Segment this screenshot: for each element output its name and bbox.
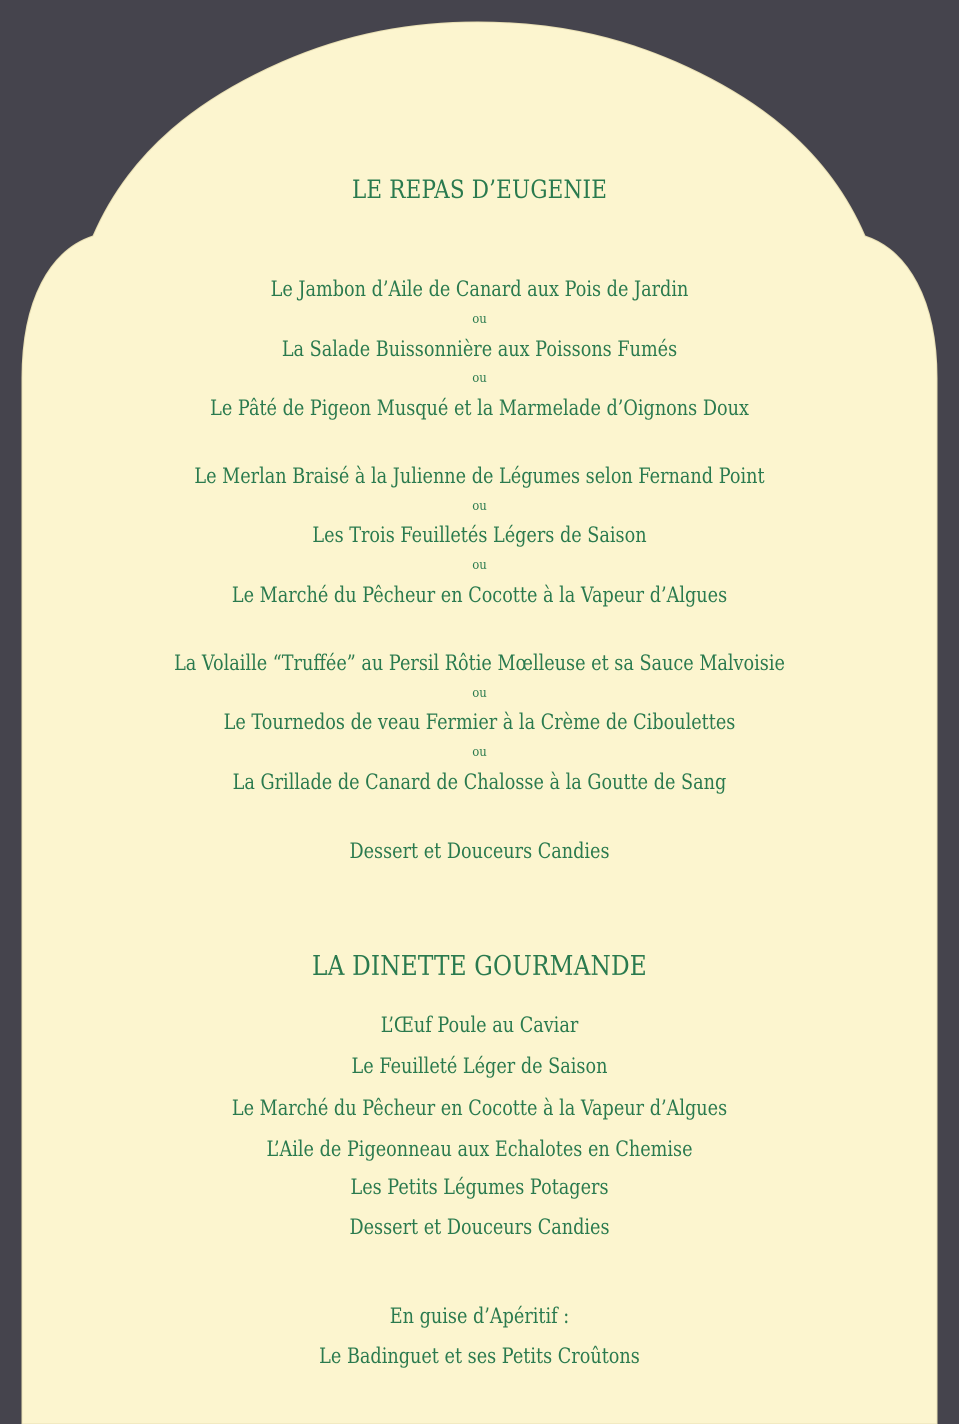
aperitif-item: Le Badinguet et ses Petits Croûtons [319,1344,640,1368]
or-separator: ou [472,499,487,514]
menu-item: Le Pâté de Pigeon Musqué et la Marmelade d’Oignons Doux [210,396,749,420]
menu-item: Le Jambon d’Aile de Canard aux Pois de Jardin [270,277,689,301]
menu-item: Le Tournedos de veau Fermier à la Crème de Ciboulettes [223,710,736,734]
or-separator: ou [472,745,487,760]
dessert-item: Dessert et Douceurs Candies [349,1215,610,1239]
or-separator: ou [472,558,487,573]
menu-item: La Volaille “Truffée” au Persil Rôtie Mœlleuse et sa Sauce Malvoisie [174,651,785,675]
menu-item: Le Marché du Pêcheur en Cocotte à la Vapeur d’Algues [231,1096,728,1120]
menu-item: Les Petits Légumes Potagers [350,1175,609,1199]
menu-item: L’Aile de Pigeonneau aux Echalotes en Chemise [266,1137,693,1161]
or-separator: ou [472,312,487,327]
or-separator: ou [472,686,487,701]
menu-item: La Grillade de Canard de Chalosse à la Goutte de Sang [232,770,727,794]
menu-item: Le Feuilleté Léger de Saison [351,1054,608,1078]
menu-item: Les Trois Feuilletés Légers de Saison [312,523,647,547]
menu-item: La Salade Buissonnière aux Poissons Fumés [281,337,678,361]
section-title-dinette-gourmande: LA DINETTE GOURMANDE [312,951,647,982]
menu-item: L’Œuf Poule au Caviar [380,1013,579,1037]
or-separator: ou [472,371,487,386]
menu-item: Le Marché du Pêcheur en Cocotte à la Vapeur d’Algues [231,583,728,607]
menu-item: Le Merlan Braisé à la Julienne de Légumes selon Fernand Point [194,464,765,488]
aperitif-label: En guise d’Apéritif : [389,1304,570,1328]
dessert-item: Dessert et Douceurs Candies [349,839,610,863]
section-title-repas-eugenie: LE REPAS D’EUGENIE [351,175,608,204]
